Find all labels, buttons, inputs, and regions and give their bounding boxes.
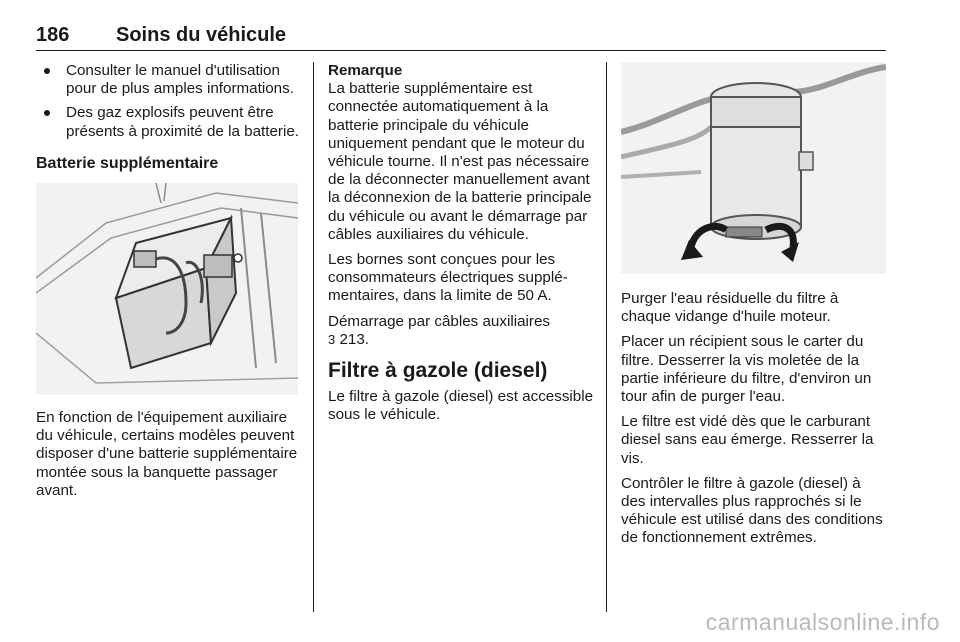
filter-paragraph-2: Placer un récipient sous le carter du filtre. Desserrer la vis moletée de la partie inférieure du filtre, d'environ un tour afin de purger l'eau. (621, 333, 872, 406)
section-heading-fuel-filter: Filtre à gazole (diesel) (328, 359, 548, 383)
watermark: carmanualsonline.info (705, 609, 940, 635)
column-divider-1 (313, 62, 314, 612)
battery-illustration-icon (36, 183, 298, 395)
note-label: Remarque (328, 62, 403, 79)
filter-paragraph-4: Contrôler le filtre à gazole (diesel) à des intervalles plus rapprochés si le véhicule est utilisé dans des conditions de fonctionnement extrêmes. (621, 474, 883, 547)
column-divider-2 (606, 62, 607, 612)
bullet-item (36, 104, 300, 140)
bullet-dot-icon (44, 110, 50, 116)
bullet-text: Des gaz explosifs peuvent être présents à proximité de la batterie. (66, 104, 299, 140)
jumpstart-paragraph (328, 313, 594, 349)
jumpstart-label: Démarrage par câbles auxiliaires (328, 312, 551, 330)
note-text: La batterie supplémentaire est connectée automatiquement à la batterie principale du véhicule uniquement pendant que le moteur du véhicule tourne. Il n'est pas nécessaire de la déconnecter manuellement avant la déconnexion de la batterie principale du véhicule ou avant le démarrage par câbles auxiliaires du véhicule. (328, 80, 592, 243)
page-reference-arrow-icon: 3 (328, 331, 336, 347)
bullet-text: Consulter le manuel d'utilisation pour de plus amples informations. (66, 62, 294, 98)
bullet-dot-icon (44, 68, 50, 74)
auxiliary-battery-paragraph: En fonction de l'équipement auxiliaire du véhicule, certains modèles peuvent disposer d'une batterie supplémentaire montée sous la banquette passager avant. (36, 409, 298, 499)
fuel-filter-intro: Le filtre à gazole (diesel) est accessible sous le véhicule. (328, 388, 594, 424)
column-3 (621, 62, 887, 555)
column-2 (328, 62, 594, 431)
bullet-item (36, 62, 300, 98)
filter-paragraph-3: Le filtre est vidé dès que le carburant diesel sans eau émerge. Resserrer la vis. (621, 413, 874, 467)
subheading-auxiliary-battery: Batterie supplémentaire (36, 154, 219, 172)
page-number: 186 (36, 24, 70, 46)
page-header (36, 22, 886, 51)
jumpstart-page-reference[interactable]: 213. (339, 330, 370, 348)
fuel-filter-illustration-icon (621, 62, 886, 274)
page-title: Soins du véhicule (116, 24, 287, 46)
warning-bullet-list (36, 62, 300, 141)
filter-paragraph-1: Purger l'eau résiduelle du filtre à chaque vidange d'huile moteur. (621, 290, 839, 326)
terminals-paragraph: Les bornes sont conçues pour les consommateurs électriques supplémentaires, dans la limite de 50 A. (328, 251, 568, 305)
column-1 (36, 62, 300, 507)
